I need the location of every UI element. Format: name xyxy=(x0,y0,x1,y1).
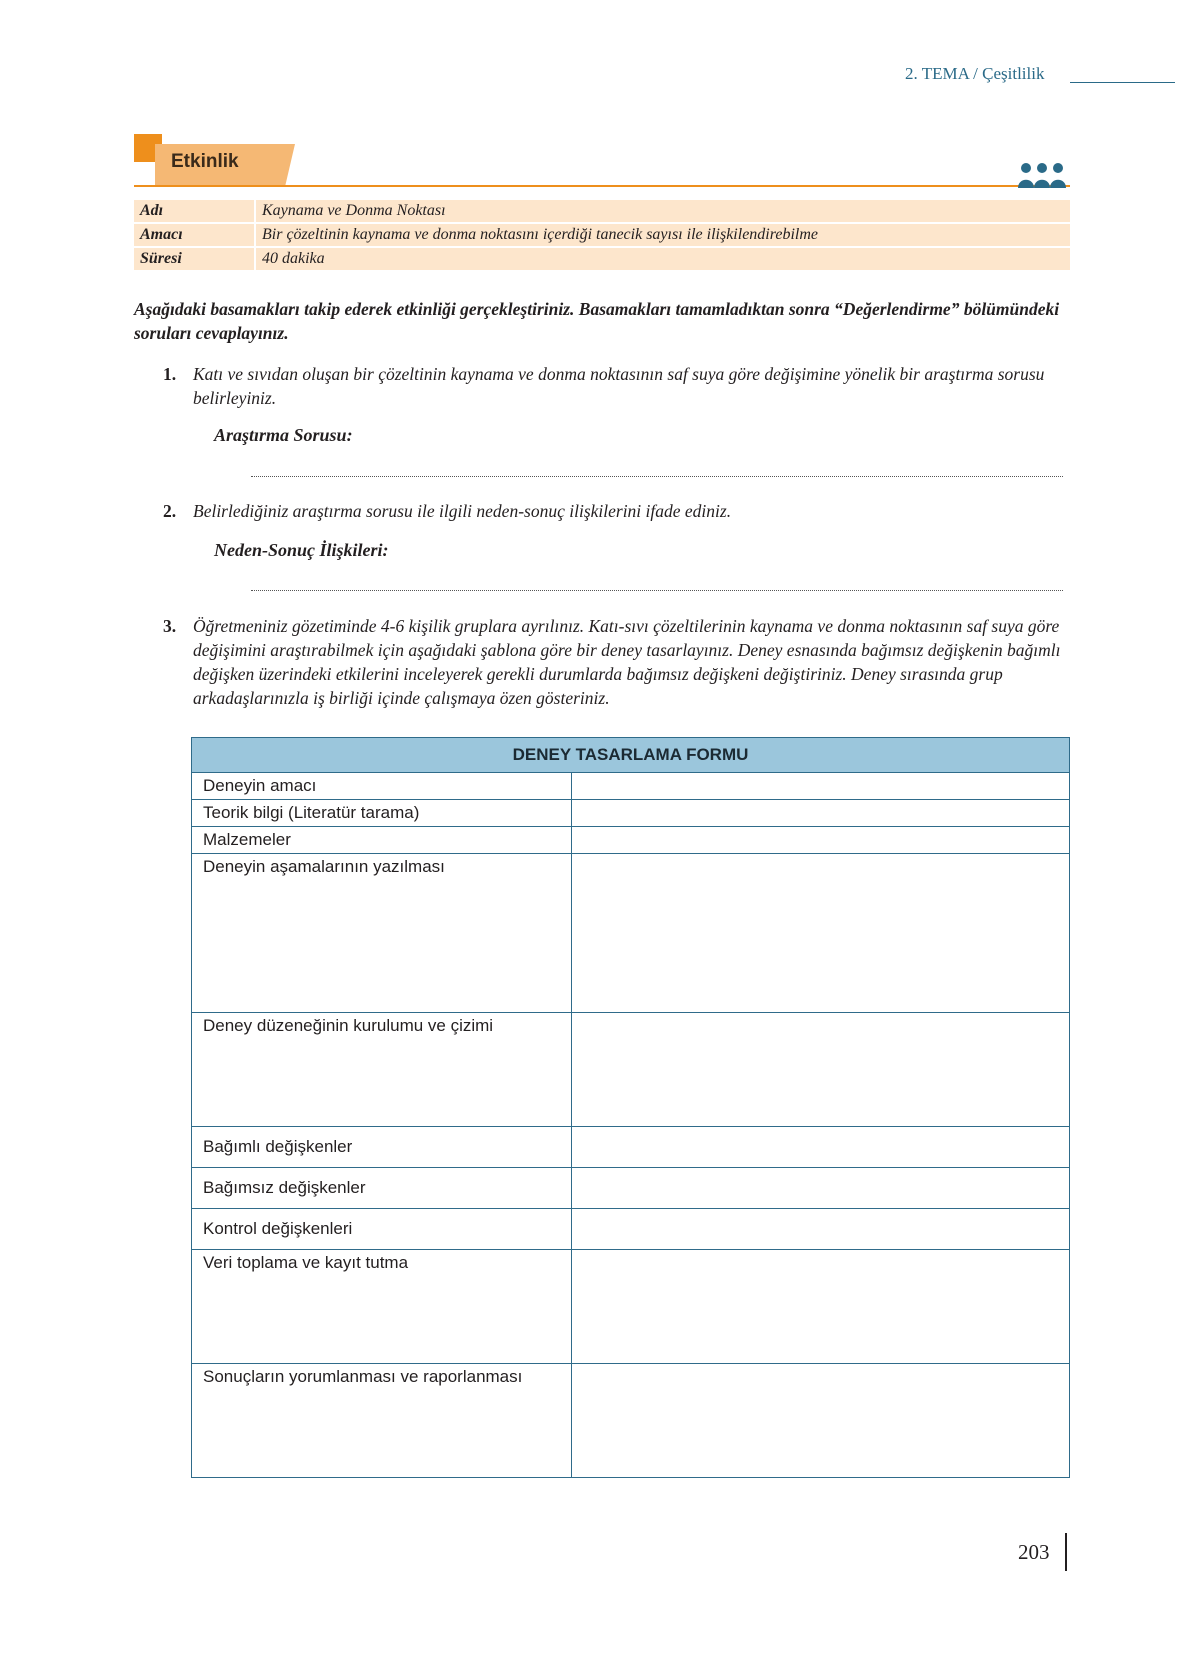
activity-rule xyxy=(134,185,1070,187)
cause-effect-answer-line[interactable] xyxy=(251,590,1063,591)
page-number: 203 xyxy=(1018,1540,1050,1564)
form-row-label: Teorik bilgi (Literatür tarama) xyxy=(192,800,572,827)
form-row-input[interactable] xyxy=(572,854,1070,1013)
form-row-input[interactable] xyxy=(572,1364,1070,1478)
step-text: Belirlediğiniz araştırma sorusu ile ilgili neden-sonuç ilişkilerini ifade ediniz. xyxy=(193,501,732,521)
header-rule xyxy=(1070,82,1175,83)
instructions-intro: Aşağıdaki basamakları takip ederek etkinliği gerçekleştiriniz. Basamakları tamamladıktan sonra “Değerlendirme” bölümündeki soruları cevaplayınız. xyxy=(134,299,1060,343)
form-row xyxy=(192,1209,1070,1250)
step-1 xyxy=(163,362,1068,410)
form-row xyxy=(192,773,1070,800)
form-row-input[interactable] xyxy=(572,1250,1070,1364)
form-title: DENEY TASARLAMA FORMU xyxy=(192,738,1070,773)
form-row-label: Bağımsız değişkenler xyxy=(192,1168,572,1209)
form-row xyxy=(192,1250,1070,1364)
activity-label: Etkinlik xyxy=(171,151,239,172)
form-row-input[interactable] xyxy=(572,1209,1070,1250)
step-number: 2. xyxy=(163,501,177,521)
info-key: Süresi xyxy=(134,248,254,270)
form-row xyxy=(192,854,1070,1013)
form-row-input[interactable] xyxy=(572,800,1070,827)
form-row-label: Malzemeler xyxy=(192,827,572,854)
form-row-label: Veri toplama ve kayıt tutma xyxy=(192,1250,572,1364)
step-number: 1. xyxy=(163,364,177,384)
info-value: Bir çözeltinin kaynama ve donma noktasını içerdiği tanecik sayısı ile ilişkilendirebilme xyxy=(256,224,1070,246)
form-row-label: Sonuçların yorumlanması ve raporlanması xyxy=(192,1364,572,1478)
info-row xyxy=(134,200,1070,222)
experiment-design-form xyxy=(191,737,1070,1478)
form-row xyxy=(192,800,1070,827)
info-key: Adı xyxy=(134,200,254,222)
form-row xyxy=(192,1013,1070,1127)
page-number-rule xyxy=(1065,1533,1067,1571)
form-row-label: Deneyin aşamalarının yazılması xyxy=(192,854,572,1013)
form-row-input[interactable] xyxy=(572,827,1070,854)
step-text: Öğretmeniniz gözetiminde 4-6 kişilik gruplara ayrılınız. Katı-sıvı çözeltilerinin kaynama ve donma noktasının saf suya göre değişimini araştırabilmek için aşağıdaki şablona göre bir deney tasarlayınız. Deney esnasında bağımsız değişkenin bağımlı değişken üzerindeki etkilerini inceleyerek gerekli durumlarda bağımsız değişkeni değiştiriniz. Deney sırasında grup arkadaşlarınızla iş birliği içinde çalışmaya özen gösteriniz. xyxy=(193,616,1061,708)
form-row-input[interactable] xyxy=(572,1013,1070,1127)
research-question-answer-line[interactable] xyxy=(251,476,1063,477)
info-row xyxy=(134,248,1070,270)
step-number: 3. xyxy=(163,616,177,636)
info-value: 40 dakika xyxy=(256,248,1070,270)
group-work-icon xyxy=(1018,162,1066,188)
form-row-input[interactable] xyxy=(572,1168,1070,1209)
form-row-label: Deney düzeneğinin kurulumu ve çizimi xyxy=(192,1013,572,1127)
form-row-input[interactable] xyxy=(572,1127,1070,1168)
form-row xyxy=(192,827,1070,854)
form-row-label: Bağımlı değişkenler xyxy=(192,1127,572,1168)
research-question-label: Araştırma Sorusu: xyxy=(214,425,353,445)
form-row-label: Deneyin amacı xyxy=(192,773,572,800)
info-key: Amacı xyxy=(134,224,254,246)
form-row-label: Kontrol değişkenleri xyxy=(192,1209,572,1250)
form-row xyxy=(192,1127,1070,1168)
step-3 xyxy=(163,614,1068,710)
form-row-input[interactable] xyxy=(572,773,1070,800)
step-2 xyxy=(163,499,1068,523)
info-value: Kaynama ve Donma Noktası xyxy=(256,200,1070,222)
info-row xyxy=(134,224,1070,246)
header-theme: 2. TEMA / Çeşitlilik xyxy=(905,64,1045,83)
step-text: Katı ve sıvıdan oluşan bir çözeltinin kaynama ve donma noktasının saf suya göre değişimine yönelik bir araştırma sorusu belirleyiniz. xyxy=(193,364,1045,408)
cause-effect-label: Neden-Sonuç İlişkileri: xyxy=(214,540,389,560)
activity-info-table xyxy=(134,198,1070,272)
form-row xyxy=(192,1364,1070,1478)
form-row xyxy=(192,1168,1070,1209)
